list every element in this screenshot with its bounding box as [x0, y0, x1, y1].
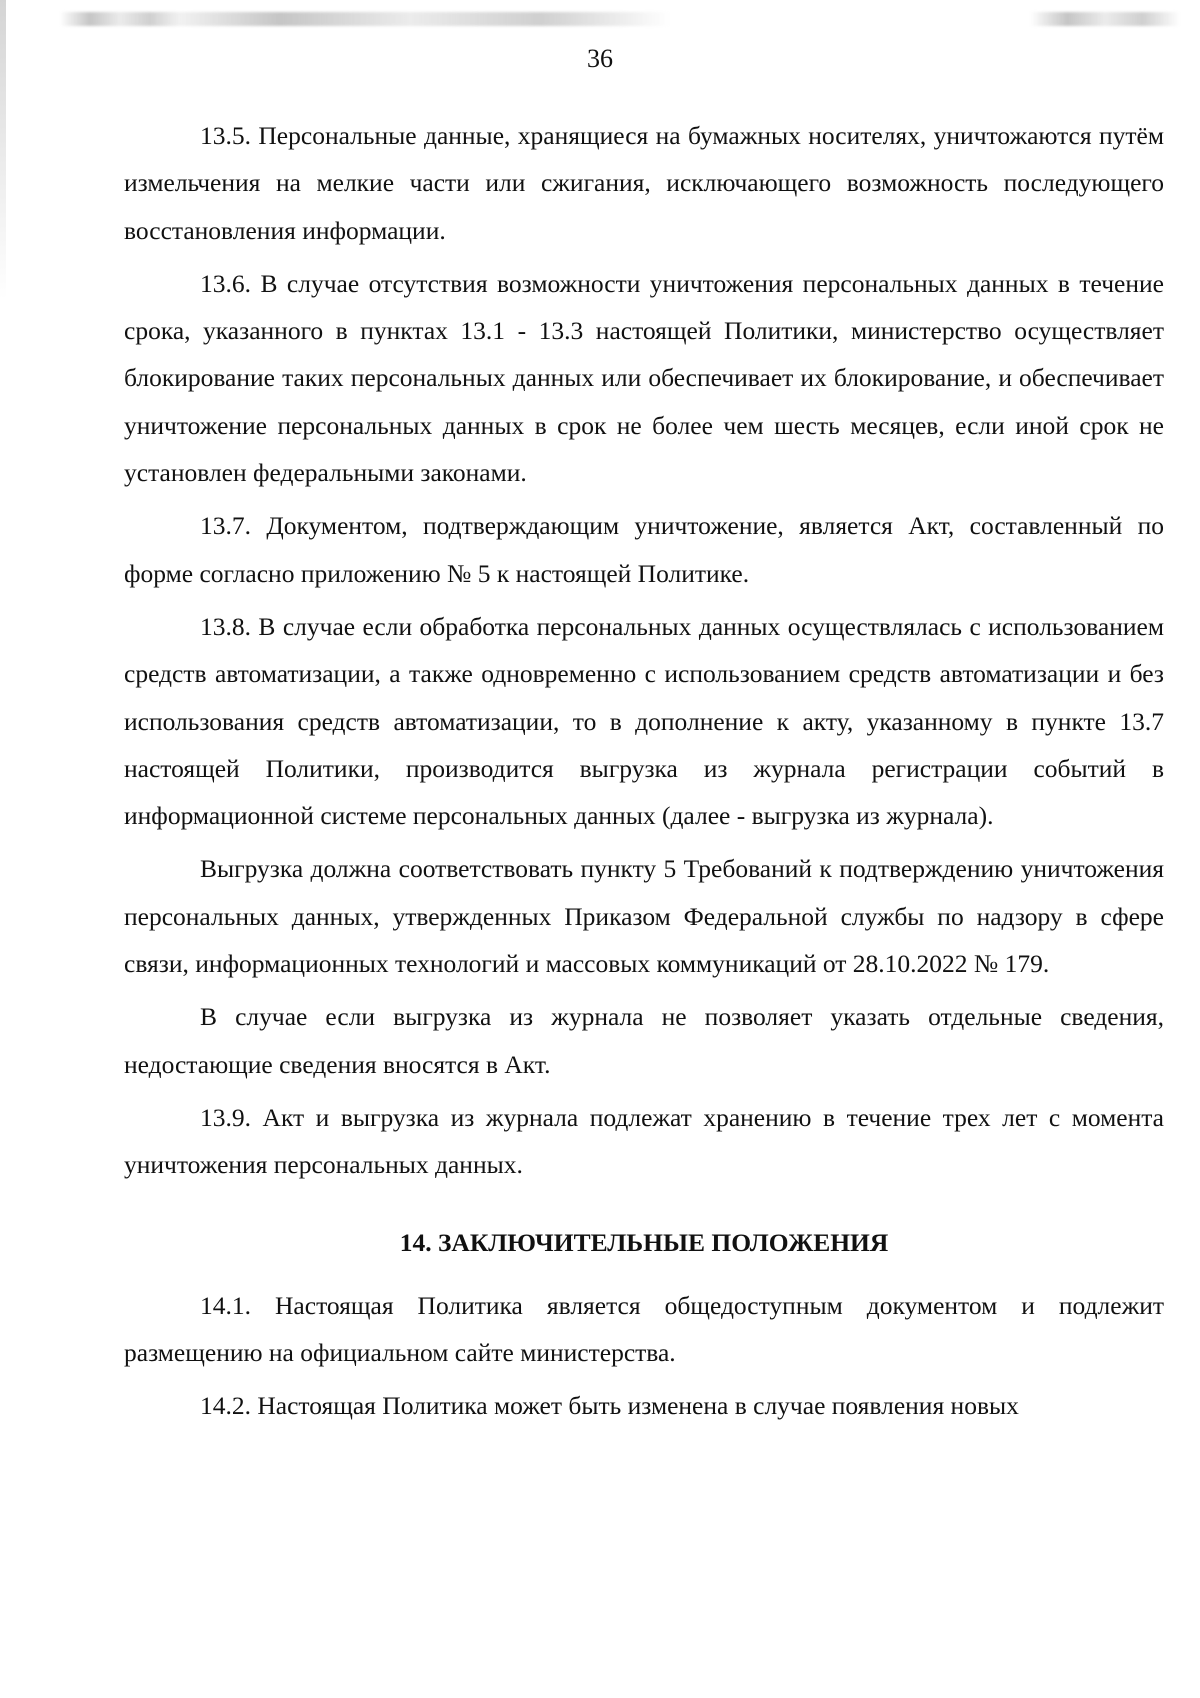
document-body	[124, 112, 1164, 1435]
scan-artifact	[1030, 12, 1180, 26]
paragraph-missing-info: В случае если выгрузка из журнала не позволяет указать отдельные сведения, недостающие сведения вносятся в Акт.	[124, 1002, 1164, 1079]
page-number: 36	[587, 44, 613, 73]
paragraph-13-7: 13.7. Документом, подтверждающим уничтожение, является Акт, составленный по форме согласно приложению № 5 к настоящей Политике.	[124, 511, 1164, 588]
paragraph-13-8: 13.8. В случае если обработка персональных данных осуществлялась с использованием средств автоматизации, а также одновременно с использованием средств автоматизации и без использования средств автоматизации, то в дополнение к акту, указанному в пункте 13.7 настоящей Политики, производится выгрузка из журнала регистрации событий в информационной системе персональных данных (далее - выгрузка из журнала).	[124, 611, 1164, 831]
paragraph-14-2: 14.2. Настоящая Политика может быть изменена в случае появления новых	[200, 1391, 1019, 1421]
paragraph-export-requirements: Выгрузка должна соответствовать пункту 5 Требований к подтверждению уничтожения персональных данных, утвержденных Приказом Федеральной службы по надзору в сфере связи, информационных технологий и массовых коммуникаций от 28.10.2022 № 179.	[124, 854, 1164, 979]
section-heading: 14. ЗАКЛЮЧИТЕЛЬНЫЕ ПОЛОЖЕНИЯ	[399, 1227, 889, 1257]
paragraph-14-1: 14.1. Настоящая Политика является общедоступным документом и подлежит размещению на официальном сайте министерства.	[124, 1290, 1164, 1367]
paragraph-13-6: 13.6. В случае отсутствия возможности уничтожения персональных данных в течение срока, указанного в пунктах 13.1 - 13.3 настоящей Политики, министерство осуществляет блокирование таких персональных данных или обеспечивает их блокирование, и обеспечивает уничтожение персональных данных в срок не более чем шесть месяцев, если иной срок не установлен федеральными законами.	[124, 268, 1164, 488]
scan-artifact	[150, 12, 670, 26]
paragraph-13-5: 13.5. Персональные данные, хранящиеся на бумажных носителях, уничтожаются путём измельчения на мелкие части или сжигания, исключающего возможность последующего восстановления информации.	[124, 121, 1164, 245]
paragraph-13-9: 13.9. Акт и выгрузка из журнала подлежат хранению в течение трех лет с момента уничтожения персональных данных.	[124, 1102, 1164, 1180]
